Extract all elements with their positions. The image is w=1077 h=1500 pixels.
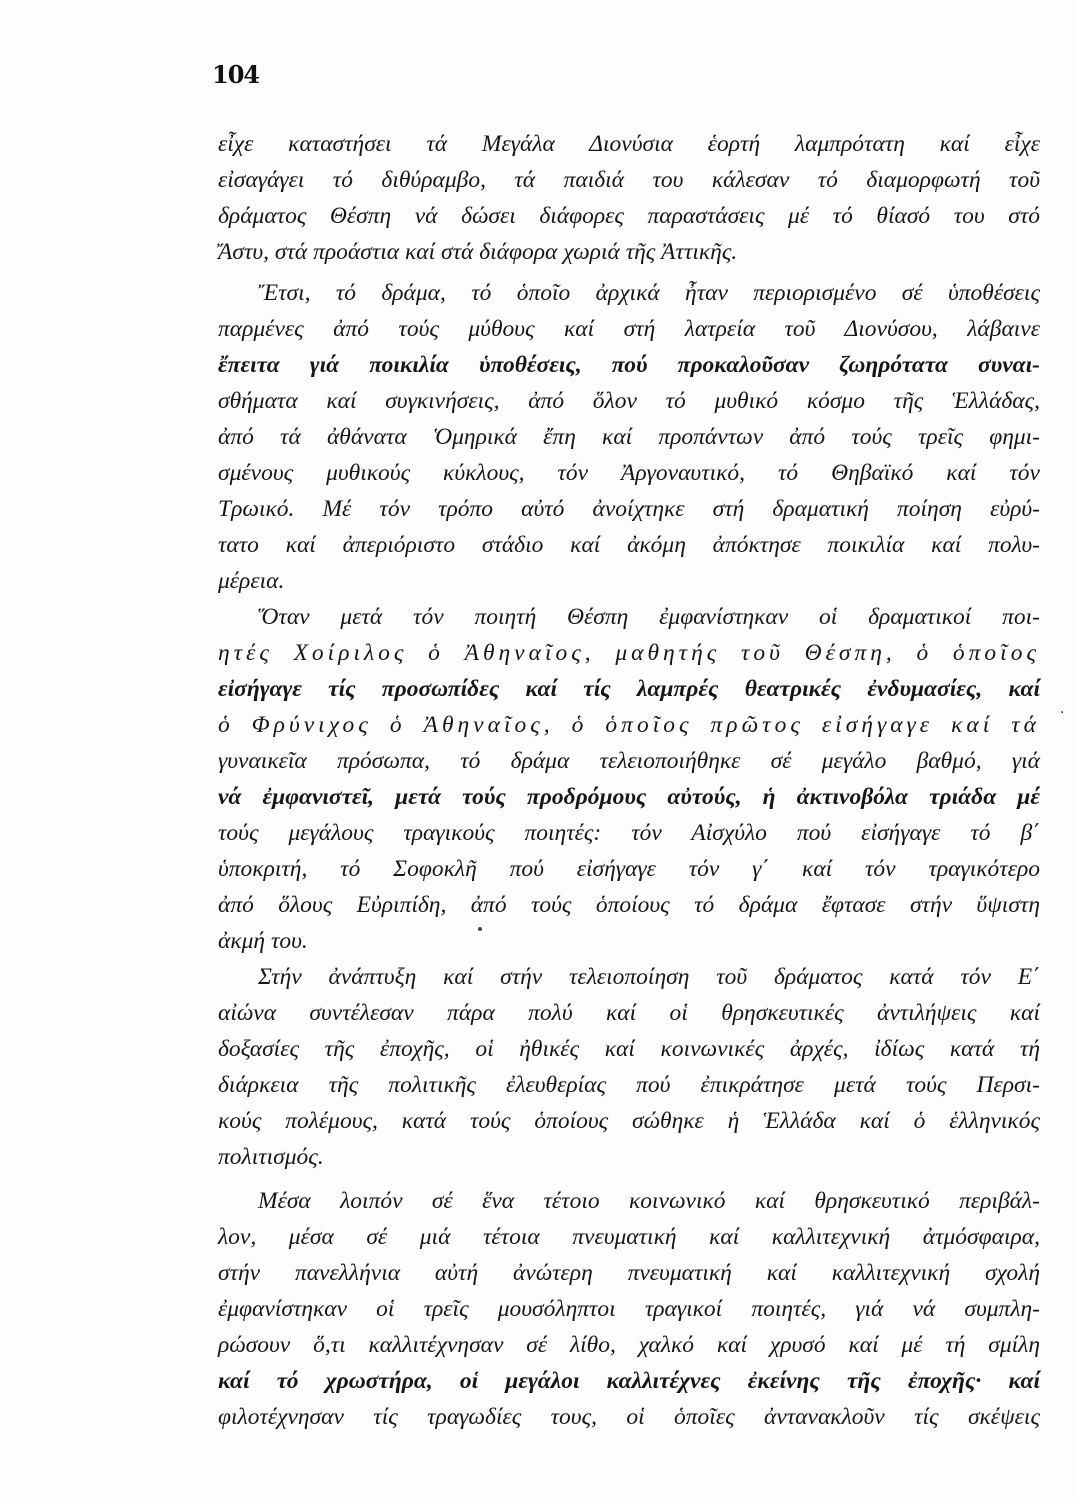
text-line: στήν πανελλήνια αὐτή ἀνώτερη πνευματική καί καλλιτεχνική σχολή: [218, 1260, 1040, 1286]
text-line: Στήν ἀνάπτυξη καί στήν τελειοποίηση τοῦ δράματος κατά τόν Ε΄: [258, 964, 1040, 990]
text-line: σθήματα καί συγκινήσεις, ἀπό ὅλον τό μυθικό κόσμο τῆς Ἑλλάδας,: [218, 388, 1040, 414]
text-line: πολιτισμός.: [218, 1144, 324, 1170]
text-line: αἰώνα συντέλεσαν πάρα πολύ καί οἱ θρησκευτικές ἀντιλήψεις καί: [218, 1000, 1040, 1026]
text-line: καί τό χρωστήρα, οἱ μεγάλοι καλλιτέχνες ἐκείνης τῆς ἐποχῆς· καί: [218, 1368, 1040, 1394]
text-line: ὑποκριτή, τό Σοφοκλῆ πού εἰσήγαγε τόν γ΄ καί τόν τραγικότερο: [218, 856, 1040, 882]
text-line: σμένους μυθικούς κύκλους, τόν Ἀργοναυτικό, τό Θηβαϊκό καί τόν: [218, 460, 1040, 486]
text-line: Ἔτσι, τό δράμα, τό ὁποῖο ἀρχικά ἦταν περιορισμένο σέ ὑποθέσεις: [258, 280, 1040, 306]
text-line: δράματος Θέσπη νά δώσει διάφορες παραστάσεις μέ τό θίασό του στό: [218, 203, 1040, 229]
text-line: ητές Χοίριλος ὁ Ἀθηναῖος, μαθητής τοῦ Θέσπη, ὁ ὁποῖος: [218, 640, 1040, 666]
text-line: εἰσήγαγε τίς προσωπίδες καί τίς λαμπρές θεατρικές ἐνδυμασίες, καί: [218, 676, 1040, 702]
text-line: φιλοτέχνησαν τίς τραγωδίες τους, οἱ ὁποῖες ἀντανακλοῦν τίς σκέψεις: [218, 1404, 1040, 1430]
margin-mark: ·: [1060, 705, 1065, 721]
text-line: Ἄστυ, στά προάστια καί στά διάφορα χωριά τῆς Ἀττικῆς.: [218, 239, 738, 265]
text-line: γυναικεῖα πρόσωπα, τό δράμα τελειοποιήθηκε σέ μεγάλο βαθμό, γιά: [218, 748, 1040, 774]
text-line: δοξασίες τῆς ἐποχῆς, οἱ ἠθικές καί κοινωνικές ἀρχές, ἰδίως κατά τή: [218, 1036, 1040, 1062]
text-line: εἶχε καταστήσει τά Μεγάλα Διονύσια ἑορτή λαμπρότατη καί εἶχε: [218, 131, 1040, 157]
text-line: εἰσαγάγει τό διθύραμβο, τά παιδιά του κάλεσαν τό διαμορφωτή τοῦ: [218, 167, 1040, 193]
text-line: ἀπό ὅλους Εὐριπίδη, ἀπό τούς ὁποίους τό δράμα ἔφτασε στήν ὕψιστη: [218, 892, 1040, 918]
text-line: τατο καί ἀπεριόριστο στάδιο καί ἀκόμη ἀπόκτησε ποικιλία καί πολυ-: [218, 532, 1040, 558]
text-line: ὁ Φρύνιχος ὁ Ἀθηναῖος, ὁ ὁποῖος πρῶτος εἰσήγαγε καί τά: [218, 712, 1040, 738]
text-line: κούς πολέμους, κατά τούς ὁποίους σώθηκε ἡ Ἑλλάδα καί ὁ ἑλληνικός: [218, 1108, 1040, 1134]
text-line: νά ἐμφανιστεῖ, μετά τούς προδρόμους αὐτούς, ἡ ἀκτινοβόλα τριάδα μέ: [218, 784, 1040, 810]
text-line: ἀπό τά ἀθάνατα Ὁμηρικά ἔπη καί προπάντων ἀπό τούς τρεῖς φημι-: [218, 424, 1040, 450]
text-line: ἀκμή του.: [218, 928, 308, 954]
text-line: ρώσουν ὅ,τι καλλιτέχνησαν σέ λίθο, χαλκό καί χρυσό καί μέ τή σμίλη: [218, 1332, 1040, 1358]
page-number: 104: [212, 60, 260, 89]
text-line: διάρκεια τῆς πολιτικῆς ἐλευθερίας πού ἐπικράτησε μετά τούς Περσι-: [218, 1072, 1040, 1098]
text-line: Μέσα λοιπόν σέ ἕνα τέτοιο κοινωνικό καί θρησκευτικό περιβάλ-: [258, 1188, 1040, 1214]
text-line: ἐμφανίστηκαν οἱ τρεῖς μουσόληπτοι τραγικοί ποιητές, γιά νά συμπλη-: [218, 1296, 1040, 1322]
text-line: μέρεια.: [218, 568, 285, 594]
text-line: ἔπειτα γιά ποικιλία ὑποθέσεις, πού προκαλοῦσαν ζωηρότατα συναι-: [218, 352, 1040, 378]
text-line: παρμένες ἀπό τούς μύθους καί στή λατρεία τοῦ Διονύσου, λάβαινε: [218, 316, 1040, 342]
text-line: Ὅταν μετά τόν ποιητή Θέσπη ἐμφανίστηκαν οἱ δραματικοί ποι-: [258, 604, 1040, 630]
text-line: λον, μέσα σέ μιά τέτοια πνευματική καί καλλιτεχνική ἀτμόσφαιρα,: [218, 1224, 1040, 1250]
text-line: Τρωικό. Μέ τόν τρόπο αὐτό ἀνοίχτηκε στή δραματική ποίηση εὐρύ-: [218, 496, 1040, 522]
text-line: τούς μεγάλους τραγικούς ποιητές: τόν Αἰσχύλο πού εἰσήγαγε τό β΄: [218, 820, 1040, 846]
